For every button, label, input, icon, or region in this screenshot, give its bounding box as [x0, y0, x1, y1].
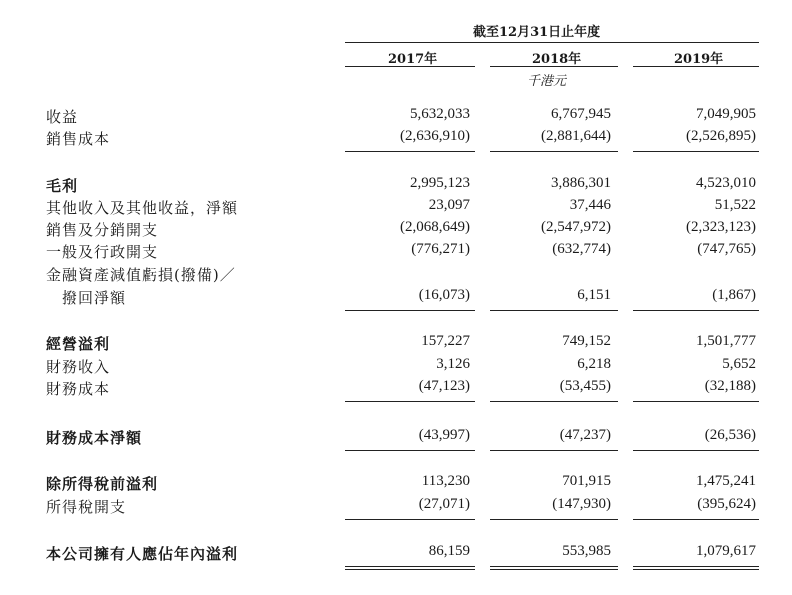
subtotal-rule — [490, 450, 618, 451]
year-rule-2017 — [345, 66, 475, 67]
row-value-finance-income-2017: 3,126 — [436, 356, 470, 372]
row-label-admin-expenses: 一般及行政開支 — [46, 243, 159, 261]
subtotal-rule — [490, 401, 618, 402]
row-value-impairment-2017: (16,073) — [418, 287, 470, 303]
row-value-profit-before-tax-2019: 1,475,241 — [696, 473, 756, 489]
year-header-2019: 2019年 — [674, 52, 724, 67]
row-value-gross-profit-2017: 2,995,123 — [410, 175, 470, 191]
subtotal-rule — [345, 310, 475, 311]
row-value-finance-income-2019: 5,652 — [722, 356, 756, 372]
subtotal-rule — [633, 401, 759, 402]
row-value-selling-expenses-2017: (2,068,649) — [400, 219, 470, 235]
row-value-revenue-2017: 5,632,033 — [410, 106, 470, 122]
row-label-revenue: 收益 — [46, 108, 79, 126]
row-value-finance-costs-2017: (47,123) — [418, 378, 470, 394]
row-label-cost-of-sales: 銷售成本 — [46, 130, 111, 148]
year-rule-2019 — [633, 66, 759, 67]
row-value-net-finance-costs-2018: (47,237) — [559, 427, 611, 443]
subtotal-rule — [345, 401, 475, 402]
row-value-net-finance-costs-2019: (26,536) — [704, 427, 756, 443]
row-value-cost-of-sales-2019: (2,526,895) — [686, 128, 756, 144]
row-label-profit-before-tax: 除所得稅前溢利 — [46, 475, 159, 493]
row-value-revenue-2019: 7,049,905 — [696, 106, 756, 122]
row-value-other-income-2017: 23,097 — [428, 197, 470, 213]
subtotal-rule — [633, 151, 759, 152]
row-label-finance-costs: 財務成本 — [46, 380, 111, 398]
row-value-revenue-2018: 6,767,945 — [551, 106, 611, 122]
subtotal-rule — [345, 450, 475, 451]
row-value-other-income-2019: 51,522 — [714, 197, 756, 213]
subtotal-rule — [633, 310, 759, 311]
subtotal-rule — [345, 151, 475, 152]
row-value-income-tax-2019: (395,624) — [697, 496, 756, 512]
total-double-rule — [633, 569, 759, 570]
row-value-finance-income-2018: 6,218 — [577, 356, 611, 372]
row-value-profit-for-year-2017: 86,159 — [428, 543, 470, 559]
row-value-selling-expenses-2018: (2,547,972) — [541, 219, 611, 235]
row-label-income-tax: 所得稅開支 — [46, 498, 127, 516]
row-value-gross-profit-2018: 3,886,301 — [551, 175, 611, 191]
total-double-rule — [490, 569, 618, 570]
row-value-gross-profit-2019: 4,523,010 — [696, 175, 756, 191]
subtotal-rule — [633, 450, 759, 451]
row-label-finance-income: 財務收入 — [46, 358, 111, 376]
row-label-gross-profit: 毛利 — [46, 177, 79, 195]
subtotal-rule — [490, 310, 618, 311]
row-value-admin-expenses-2019: (747,765) — [697, 241, 756, 257]
row-label-operating-profit: 經營溢利 — [46, 335, 111, 353]
row-value-profit-for-year-2019: 1,079,617 — [696, 543, 756, 559]
subtotal-rule — [345, 519, 475, 520]
row-value-impairment-2019: (1,867) — [712, 287, 756, 303]
period-rule — [345, 42, 759, 43]
row-value-selling-expenses-2019: (2,323,123) — [686, 219, 756, 235]
total-double-rule — [345, 569, 475, 570]
total-double-rule — [345, 566, 475, 567]
row-value-income-tax-2017: (27,071) — [418, 496, 470, 512]
row-value-cost-of-sales-2018: (2,881,644) — [541, 128, 611, 144]
row-value-operating-profit-2018: 749,152 — [562, 333, 611, 349]
subtotal-rule — [490, 151, 618, 152]
total-double-rule — [490, 566, 618, 567]
row-label-net-finance-costs: 財務成本淨額 — [46, 429, 143, 447]
row-value-admin-expenses-2017: (776,271) — [411, 241, 470, 257]
row-value-other-income-2018: 37,446 — [569, 197, 611, 213]
row-value-operating-profit-2017: 157,227 — [421, 333, 470, 349]
row-value-income-tax-2018: (147,930) — [552, 496, 611, 512]
row-label-other-income: 其他收入及其他收益，淨額 — [46, 199, 239, 217]
total-double-rule — [633, 566, 759, 567]
period-header: 截至12月31日止年度 — [473, 25, 601, 40]
subtotal-rule — [490, 519, 618, 520]
year-rule-2018 — [490, 66, 618, 67]
year-header-2018: 2018年 — [532, 52, 582, 67]
row-value-admin-expenses-2018: (632,774) — [552, 241, 611, 257]
subtotal-rule — [633, 519, 759, 520]
row-value-operating-profit-2019: 1,501,777 — [696, 333, 756, 349]
row-value-finance-costs-2018: (53,455) — [559, 378, 611, 394]
row-value-impairment-2018: 6,151 — [577, 287, 611, 303]
row-label-impairment-line2: 撥回淨額 — [46, 289, 127, 307]
row-label-impairment-line1: 金融資產減值虧損(撥備)／ — [46, 266, 236, 284]
row-label-profit-for-year: 本公司擁有人應佔年內溢利 — [46, 545, 239, 563]
row-value-profit-before-tax-2018: 701,915 — [562, 473, 611, 489]
row-value-profit-before-tax-2017: 113,230 — [421, 473, 470, 489]
row-value-cost-of-sales-2017: (2,636,910) — [400, 128, 470, 144]
row-label-selling-expenses: 銷售及分銷開支 — [46, 221, 159, 239]
row-value-finance-costs-2019: (32,188) — [704, 378, 756, 394]
unit-label: 千港元 — [527, 74, 567, 89]
row-value-profit-for-year-2018: 553,985 — [562, 543, 611, 559]
row-value-net-finance-costs-2017: (43,997) — [418, 427, 470, 443]
year-header-2017: 2017年 — [388, 52, 438, 67]
